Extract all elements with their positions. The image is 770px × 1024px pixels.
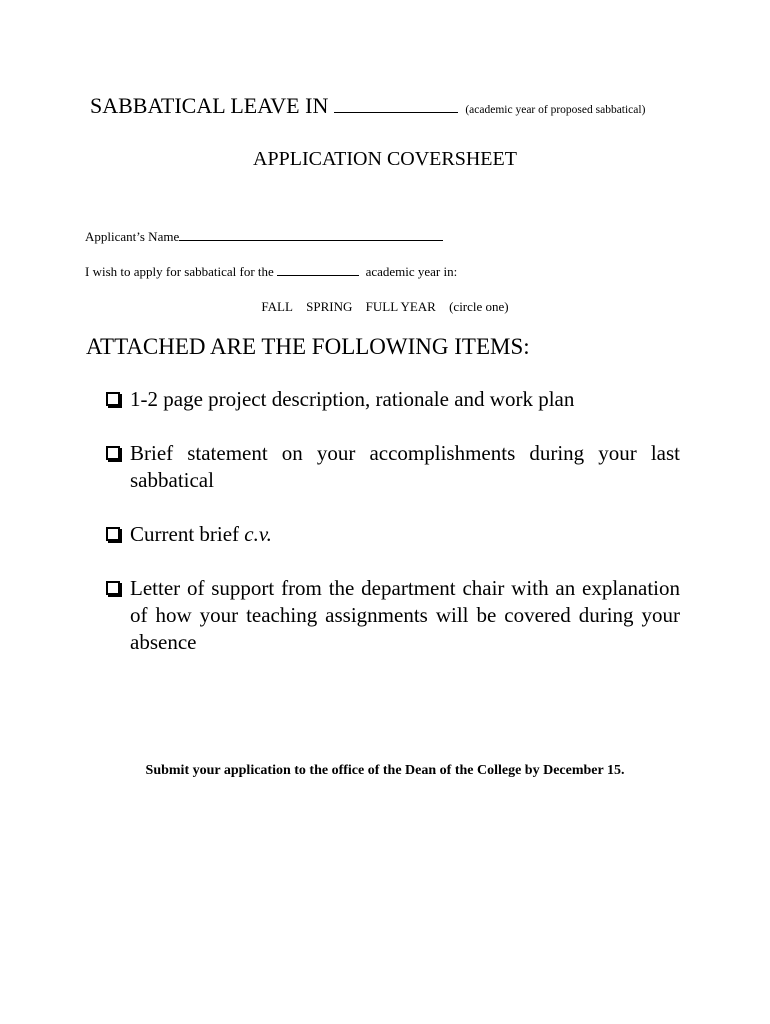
checkbox[interactable] bbox=[106, 392, 120, 406]
submission-instruction: Submit your application to the office of the Dean of the College by December 15. bbox=[145, 763, 625, 778]
term-note: (circle one) bbox=[449, 299, 509, 314]
checkbox[interactable] bbox=[106, 446, 120, 460]
attachment-item bbox=[106, 521, 680, 548]
apply-prefix: I wish to apply for sabbatical for the bbox=[85, 264, 274, 279]
attachments-heading: ATTACHED ARE THE FOLLOWING ITEMS: bbox=[86, 334, 530, 359]
attachment-text: Brief statement on your accomplishments during your last sabbatical bbox=[130, 441, 680, 492]
attachment-item bbox=[106, 386, 680, 413]
attachment-item bbox=[106, 440, 680, 494]
term-fall-option[interactable]: FALL bbox=[261, 299, 293, 314]
subtitle: APPLICATION COVERSHEET bbox=[253, 148, 517, 170]
apply-year-row bbox=[85, 264, 457, 280]
year-blank[interactable] bbox=[334, 112, 458, 113]
term-full-year-option[interactable]: FULL YEAR bbox=[365, 299, 436, 314]
apply-suffix: academic year in: bbox=[365, 264, 458, 279]
checkbox[interactable] bbox=[106, 527, 120, 541]
attachment-text-italic: c.v. bbox=[244, 522, 272, 546]
checkbox[interactable] bbox=[106, 581, 120, 595]
page-title bbox=[90, 93, 645, 119]
applicant-name-field[interactable] bbox=[179, 240, 443, 241]
applicant-name-row bbox=[85, 229, 443, 245]
title-prefix: SABBATICAL LEAVE IN bbox=[90, 93, 329, 118]
apply-year-field[interactable] bbox=[277, 275, 359, 276]
attachment-text: Letter of support from the department chair with an explanation of how your teaching assignments will be covered during your absence bbox=[130, 576, 680, 654]
attachments-list bbox=[106, 386, 680, 683]
attachment-item bbox=[106, 575, 680, 656]
attachment-text: 1-2 page project description, rationale and work plan bbox=[130, 387, 575, 411]
attachment-text: Current brief bbox=[130, 522, 245, 546]
title-note: (academic year of proposed sabbatical) bbox=[465, 104, 646, 116]
applicant-name-label: Applicant’s Name bbox=[85, 229, 180, 244]
term-spring-option[interactable]: SPRING bbox=[306, 299, 353, 314]
term-options bbox=[0, 299, 770, 315]
